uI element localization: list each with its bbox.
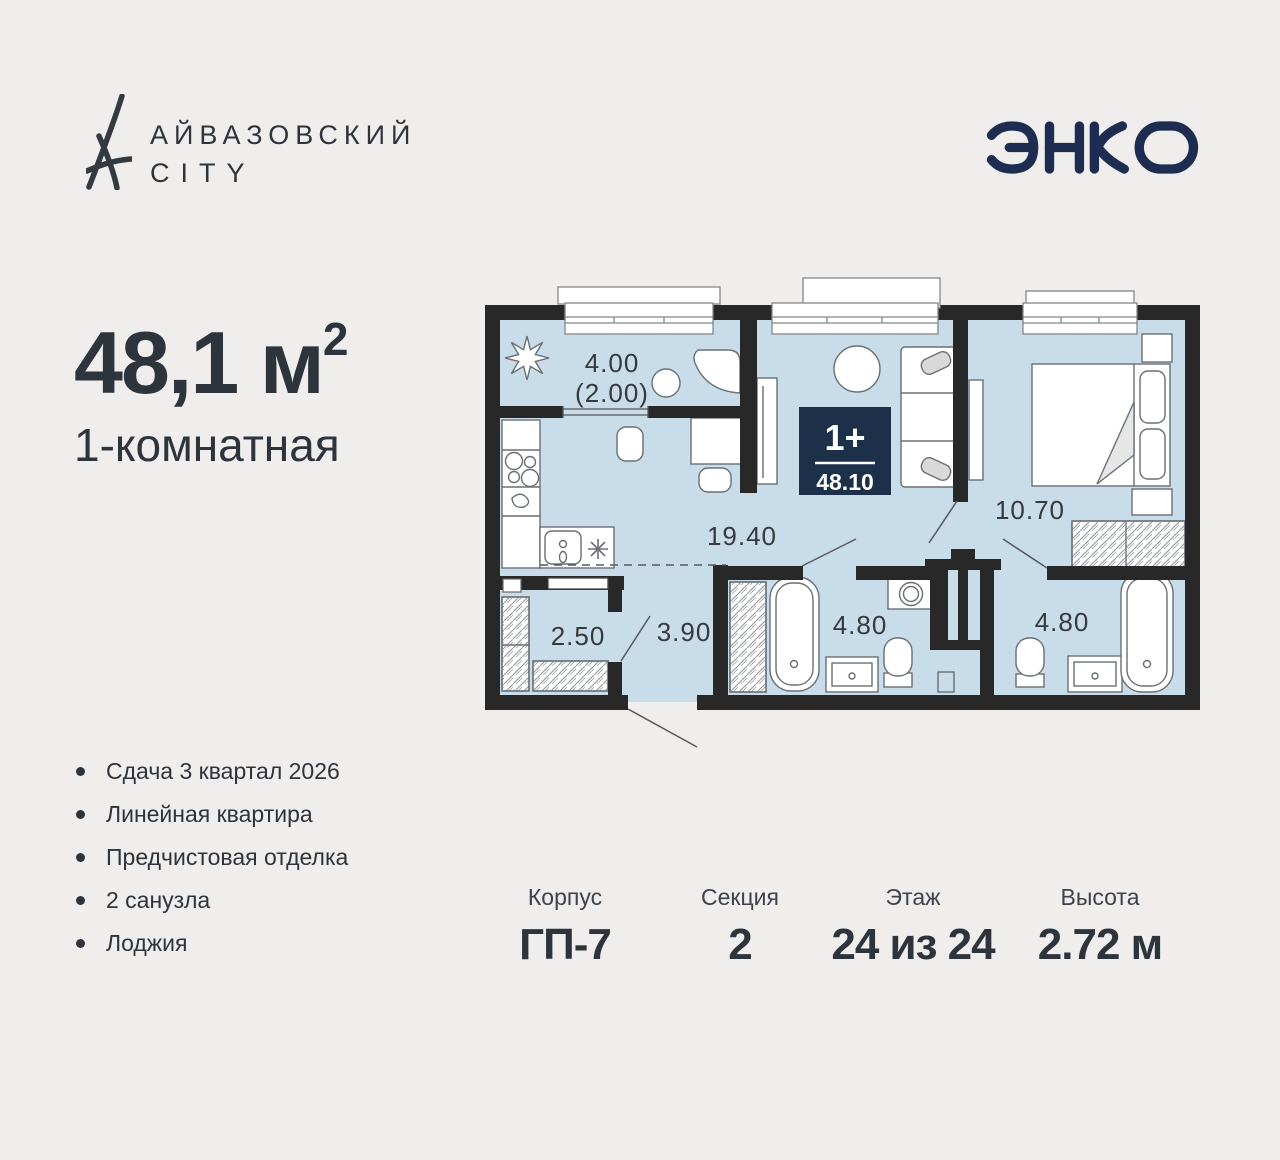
- bathtub: [1121, 572, 1173, 692]
- room-label-hallway: 3.90: [656, 617, 712, 647]
- detail-value: 2.72 м: [1037, 920, 1163, 969]
- bullet-icon: [76, 939, 85, 948]
- kitchen-item: [512, 494, 529, 507]
- room-label-kitchen-living: 19.40: [706, 521, 778, 551]
- bullet-icon: [76, 896, 85, 905]
- round-table: [834, 346, 880, 392]
- badge-type: 1+: [824, 417, 866, 458]
- balcony-rail: [1026, 291, 1134, 304]
- detail-section: [701, 884, 779, 970]
- pillow: [1140, 371, 1165, 423]
- apartment-type: 1-комнатная: [74, 419, 340, 471]
- area-value: 48,1: [74, 313, 238, 412]
- features-list: [76, 750, 348, 965]
- window: [1023, 303, 1137, 334]
- window: [772, 303, 938, 334]
- nightstand: [1142, 334, 1172, 362]
- entrance-door-swing: [628, 709, 697, 747]
- room-label-bathroom1: 4.80: [832, 610, 888, 640]
- desk: [691, 418, 741, 464]
- stove-burner: [509, 472, 520, 483]
- washing-machine: [888, 579, 934, 609]
- chair: [617, 427, 643, 461]
- window: [565, 303, 713, 334]
- electrical-panel: [503, 579, 521, 592]
- apartment-area: [74, 313, 349, 412]
- feature-item: 2 санузла: [76, 879, 348, 922]
- detail-label: Секция: [701, 884, 779, 910]
- balcony-rail: [558, 287, 720, 304]
- feature-item: Линейная квартира: [76, 793, 348, 836]
- feature-item: Лоджия: [76, 922, 348, 965]
- cabinet: [757, 378, 777, 484]
- area-sup: 2: [322, 313, 349, 365]
- developer-logo: [985, 121, 1200, 174]
- stove-burner: [525, 457, 536, 468]
- brand-name: АЙВАЗОВСКИЙ: [150, 120, 417, 150]
- detail-label: Высота: [1060, 884, 1140, 910]
- brand-city: CITY: [150, 158, 256, 188]
- bullet-icon: [76, 810, 85, 819]
- pocket-door: [548, 578, 608, 589]
- feature-item: Предчистовая отделка: [76, 836, 348, 879]
- area-unit: м: [237, 313, 323, 412]
- badge-area: 48.10: [816, 469, 874, 495]
- bullet-icon: [76, 767, 85, 776]
- toilet: [884, 638, 912, 676]
- detail-value: 24 из 24: [831, 920, 995, 969]
- room-label-wardrobe: 2.50: [550, 621, 606, 651]
- chair: [699, 468, 731, 492]
- room-label-loggia-reduced: (2.00): [575, 378, 649, 408]
- brand-logo: [86, 94, 416, 190]
- detail-building: [519, 884, 611, 970]
- room-label-loggia: 4.00: [584, 348, 640, 378]
- bullet-icon: [76, 853, 85, 862]
- area-badge: [799, 407, 891, 495]
- room-label-bedroom: 10.70: [994, 495, 1066, 525]
- detail-label: Корпус: [527, 884, 603, 910]
- stool: [652, 369, 680, 397]
- tv-stand: [969, 380, 983, 480]
- floor-plan: [470, 260, 1210, 760]
- toilet: [1016, 638, 1044, 676]
- detail-height: [1038, 884, 1162, 970]
- stove-burner: [506, 453, 523, 470]
- pillow: [1140, 429, 1165, 479]
- plant-icon: [505, 336, 549, 380]
- room-label-bathroom2: 4.80: [1034, 607, 1090, 637]
- feature-item: Сдача 3 квартал 2026: [76, 750, 348, 793]
- nightstand: [1132, 489, 1172, 515]
- stove-burner: [522, 470, 539, 487]
- detail-label: Этаж: [885, 884, 941, 910]
- brand-a-icon: [86, 94, 132, 190]
- detail-floor: [831, 884, 994, 970]
- detail-value: ГП-7: [519, 920, 611, 969]
- detail-value: 2: [728, 920, 752, 969]
- fridge-icon: [588, 539, 608, 559]
